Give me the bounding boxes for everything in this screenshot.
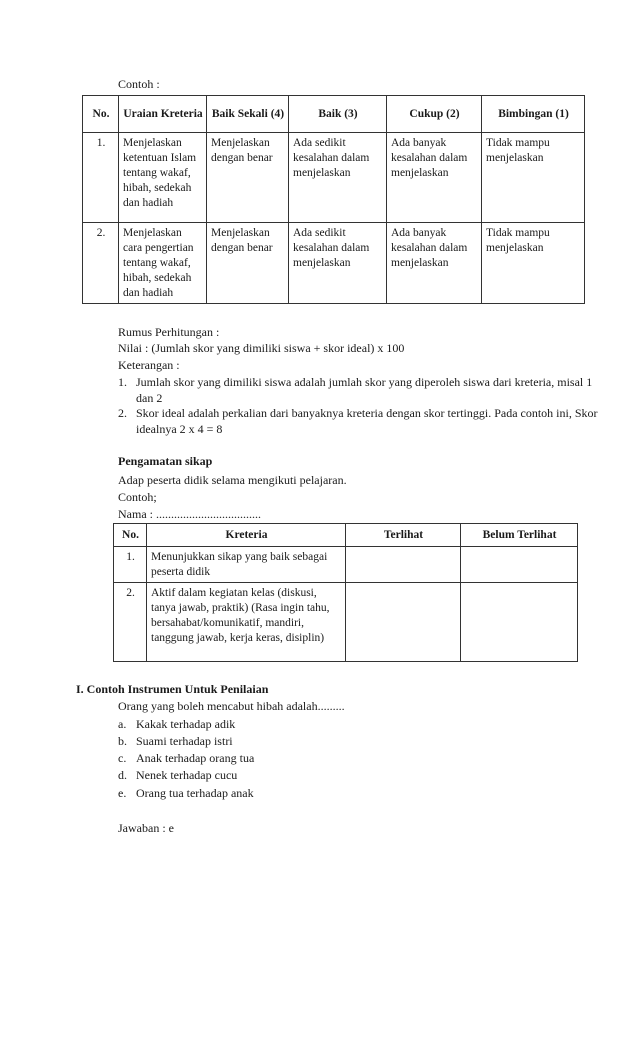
rubric-cell: Menjelaskan dengan benar xyxy=(207,133,289,223)
sikap-header-belum-terlihat: Belum Terlihat xyxy=(461,524,578,547)
instrumen-heading: I. Contoh Instrumen Untuk Penilaian xyxy=(76,682,269,696)
table-row xyxy=(83,133,585,223)
option-text: Nenek terhadap cucu xyxy=(136,768,238,782)
rubric-cell: Menjelaskan ketentuan Islam tentang wakaf, hibah, sedekah dan hadiah xyxy=(119,133,207,223)
list-marker: 2. xyxy=(118,406,127,420)
rubric-cell: Tidak mampu menjelaskan xyxy=(482,133,585,223)
option-marker: a. xyxy=(118,717,127,731)
list-text: Skor ideal adalah perkalian dari banyaknya kreteria dengan skor tertinggi. Pada contoh ini, Skor idealnya 2 x 4 = 8 xyxy=(136,406,598,437)
table-row xyxy=(114,547,578,583)
option-marker: b. xyxy=(118,734,127,748)
option-text: Suami terhadap istri xyxy=(136,734,233,748)
rubric-cell: Menjelaskan dengan benar xyxy=(207,223,289,304)
rubric-cell: Tidak mampu menjelaskan xyxy=(482,223,585,304)
rumus-keterangan: Keterangan : xyxy=(118,358,180,372)
rumus-title: Rumus Perhitungan : xyxy=(118,325,220,339)
sikap-cell: Aktif dalam kegiatan kelas (diskusi, tanya jawab, praktik) (Rasa ingin tahu, bersahabat/komunikatif, mandiri, tanggung jawab, kerja keras, disiplin) xyxy=(147,583,346,662)
list-text: Jumlah skor yang dimiliki siswa adalah jumlah skor yang diperoleh siswa dari kreteria, misal 1 dan 2 xyxy=(136,375,593,406)
sikap-title: Pengamatan sikap xyxy=(118,454,213,468)
sikap-table xyxy=(113,523,578,662)
option-marker: e. xyxy=(118,786,127,800)
sikap-cell: 2. xyxy=(114,583,147,662)
sikap-cell xyxy=(346,547,461,583)
sikap-header-terlihat: Terlihat xyxy=(346,524,461,547)
instrumen-answer: Jawaban : e xyxy=(118,821,174,835)
sikap-desc: Adap peserta didik selama mengikuti pelajaran. xyxy=(118,473,347,487)
rumus-nilai: Nilai : (Jumlah skor yang dimiliki siswa + skor ideal) x 100 xyxy=(118,341,405,355)
rubric-header-baik: Baik (3) xyxy=(289,96,387,133)
sikap-header-kreteria: Kreteria xyxy=(147,524,346,547)
list-marker: 1. xyxy=(118,375,127,389)
table-row xyxy=(83,223,585,304)
sikap-header-no: No. xyxy=(114,524,147,547)
table-row xyxy=(114,583,578,662)
rubric-table xyxy=(82,95,585,304)
sikap-cell: 1. xyxy=(114,547,147,583)
rubric-header-uraian: Uraian Kreteria xyxy=(119,96,207,133)
rubric-cell: Ada sedikit kesalahan dalam menjelaskan xyxy=(289,133,387,223)
instrumen-question: Orang yang boleh mencabut hibah adalah......... xyxy=(118,699,345,713)
rubric-cell: Ada banyak kesalahan dalam menjelaskan xyxy=(387,133,482,223)
rubric-cell: Ada sedikit kesalahan dalam menjelaskan xyxy=(289,223,387,304)
sikap-contoh: Contoh; xyxy=(118,490,157,504)
rubric-cell: Menjelaskan cara pengertian tentang wakaf, hibah, sedekah dan hadiah xyxy=(119,223,207,304)
rubric-header-cukup: Cukup (2) xyxy=(387,96,482,133)
rubric-header-baik-sekali: Baik Sekali (4) xyxy=(207,96,289,133)
option-text: Orang tua terhadap anak xyxy=(136,786,254,800)
rubric-header-no: No. xyxy=(83,96,119,133)
option-text: Kakak terhadap adik xyxy=(136,717,236,731)
rubric-cell: Ada banyak kesalahan dalam menjelaskan xyxy=(387,223,482,304)
sikap-cell: Menunjukkan sikap yang baik sebagai peserta didik xyxy=(147,547,346,583)
rubric-header-bimbingan: Bimbingan (1) xyxy=(482,96,585,133)
sikap-cell xyxy=(346,583,461,662)
rubric-cell: 1. xyxy=(83,133,119,223)
option-marker: d. xyxy=(118,768,127,782)
option-marker: c. xyxy=(118,751,127,765)
sikap-nama: Nama : ................................... xyxy=(118,507,261,521)
contoh-label: Contoh : xyxy=(118,77,160,91)
sikap-cell xyxy=(461,547,578,583)
option-text: Anak terhadap orang tua xyxy=(136,751,255,765)
sikap-cell xyxy=(461,583,578,662)
rubric-cell: 2. xyxy=(83,223,119,304)
